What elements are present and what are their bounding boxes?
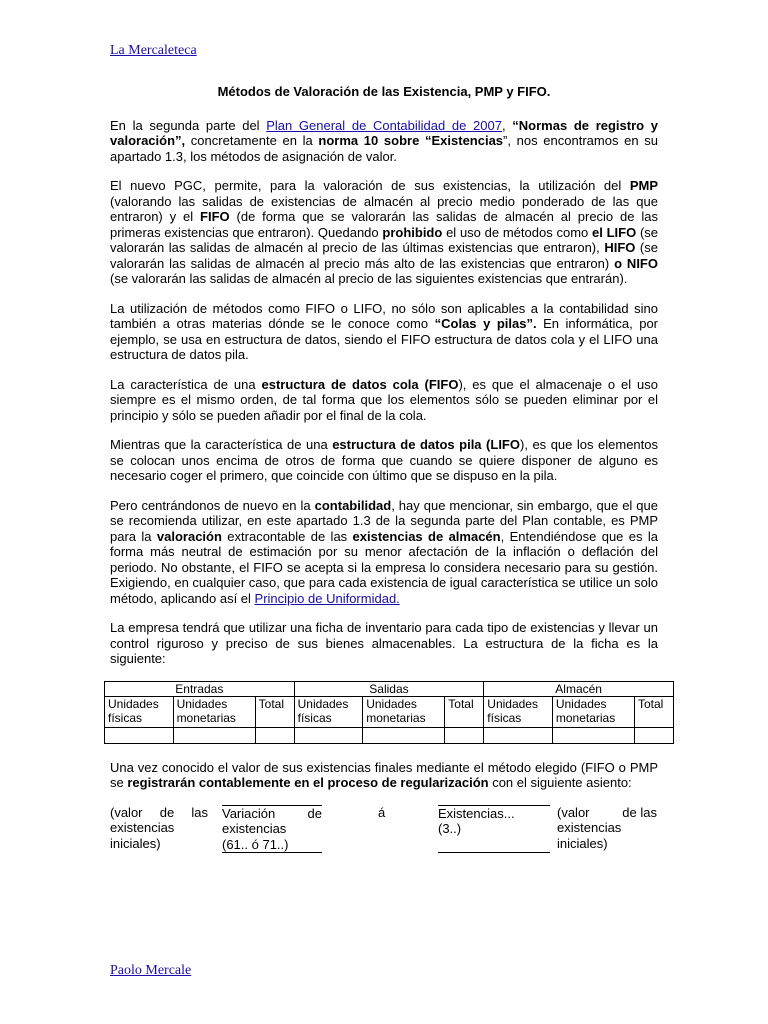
col-unidades-monetarias: Unidades monetarias <box>173 696 255 727</box>
col-total: Total <box>255 696 294 727</box>
entry-credit-note: (valor de las existencias iniciales) <box>557 804 657 851</box>
entry-credit-account: Existencias... (3..) <box>438 805 550 854</box>
paragraph-intro: En la segunda parte del Plan General de Contabilidad de 2007, “Normas de registro y valoración”, concretamente en la norma 10 sobre “Existencias”, nos encontramos en su apartado 1.3, los métodos de asignación de valor. <box>110 117 659 164</box>
inventory-card-table <box>104 681 674 744</box>
paragraph-methods: El nuevo PGC, permite, para la valoración de sus existencias, la utilización del PMP (valorando las salidas de existencias de almacén al precio medio ponderado de las que entraron) y el FIFO (de forma que se valorarán las salidas de almacén al precio de las primeras existencias que entraron). Quedando prohibido el uso de métodos como el LIFO (se valorarán las salidas de almacén al precio de las últimas existencias que entraron), HIFO (se valorarán las salidas de almacén al precio más alto de las existencias que entraron) o NIFO (se valorarán las salidas de almacén al precio de las siguientes existencias que entrarán). <box>110 178 659 286</box>
journal-entry <box>110 805 658 863</box>
col-total: Total <box>635 696 674 727</box>
document-body <box>108 84 664 863</box>
table-group-entradas: Entradas <box>105 681 295 696</box>
col-total: Total <box>445 696 484 727</box>
paragraph-contabilidad: Pero centrándonos de nuevo en la contabilidad, hay que mencionar, sin embargo, que el que se recomienda utilizar, en este apartado 1.3 de la segunda parte del Plan contable, es PMP para la valoración extracontable de las existencias de almacén, Entendiéndose que es la forma más neutral de estimación por su menor afectación de la inflación o deflación del periodo. No obstante, el FIFO se acepta si la empresa lo considera necesario para su gestión. Exigiendo, en cualquier caso, que para cada existencia de igual característica se utilice un solo método, aplicando así el Principio de Uniformidad. <box>110 497 658 606</box>
col-unidades-monetarias: Unidades monetarias <box>552 696 634 727</box>
table-row <box>105 727 674 743</box>
uniformidad-link[interactable]: Principio de Uniformidad. <box>254 590 400 606</box>
entry-debit-account: Variación de existencias (61.. ó 71..) <box>222 805 322 852</box>
paragraph-cola: La característica de una estructura de datos cola (FIFO), es que el almacenaje o el uso siempre es el mismo orden, de tal forma que los elementos sólo se pueden eliminar por el principio y sólo se pueden añadir por el final de la cola. <box>110 376 658 423</box>
paragraph-pila: Mientras que la característica de una estructura de datos pila (LIFO), es que los elementos se colocan unos encima de otros de forma que cuando se quiere disponer de alguno es necesario coger el primero, que coincide con último que se dispuso en la pila. <box>110 437 659 483</box>
col-unidades-fisicas: Unidades físicas <box>294 696 363 727</box>
page-title: Métodos de Valoración de las Existencia, PMP y FIFO. <box>217 84 551 99</box>
paragraph-ficha: La empresa tendrá que utilizar una ficha de inventario para cada tipo de existencias y llevar un control riguroso y preciso de sus bienes almacenables. La estructura de la ficha es la siguiente: <box>110 620 658 666</box>
header-link[interactable]: La Mercaleteca <box>110 43 197 58</box>
col-unidades-monetarias: Unidades monetarias <box>363 696 445 727</box>
table-group-salidas: Salidas <box>294 681 484 696</box>
col-unidades-fisicas: Unidades físicas <box>105 696 174 727</box>
paragraph-colas-pilas: La utilización de métodos como FIFO o LIFO, no sólo son aplicables a la contabilidad sino también a otras materias dónde se le conoce como “Colas y pilas”. En informática, por ejemplo, se usa en estructura de datos, siendo el FIFO estructura de datos cola y el LIFO una estructura de datos pila. <box>110 300 659 362</box>
entry-debit-note: (valor de las existencias iniciales) <box>110 804 208 851</box>
paragraph-regularizacion: Una vez conocido el valor de sus existencias finales mediante el método elegido (FIFO o PMP se registrarán contablemente en el proceso de regularización con el siguiente asiento: <box>110 759 658 790</box>
entry-separator: á <box>378 804 386 820</box>
author-link[interactable]: Paolo Mercale <box>110 963 192 978</box>
pgc-link[interactable]: Plan General de Contabilidad de 2007 <box>266 117 502 133</box>
table-group-almacen: Almacén <box>484 681 674 696</box>
col-unidades-fisicas: Unidades físicas <box>484 696 553 727</box>
